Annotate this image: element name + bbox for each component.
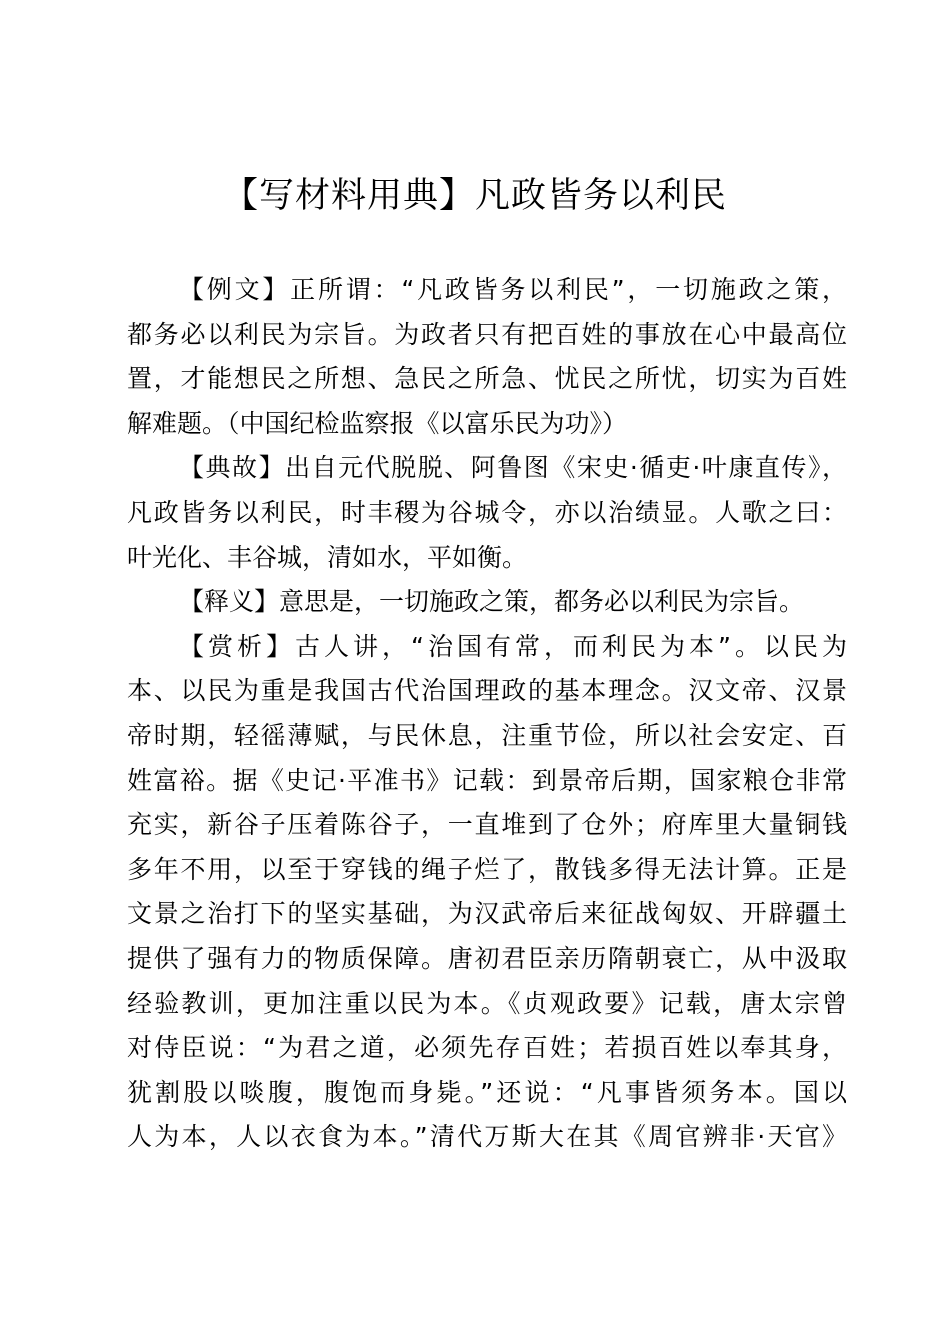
document-body xyxy=(127,268,847,1160)
paragraph-appreciation-line: 犹割股以啖腹，腹饱而身毙。”还说：“凡事皆须务本。国以 xyxy=(127,1077,847,1107)
paragraph-example-line: 都务必以利民为宗旨。为政者只有把百姓的事放在心中最高位 xyxy=(127,319,847,349)
paragraph-example-line: 解难题。（中国纪检监察报《以富乐民为功》） xyxy=(127,408,628,438)
paragraph-appreciation-line: 姓富裕。据《史记·平准书》记载：到景帝后期，国家粮仓非常 xyxy=(127,765,847,795)
paragraph-appreciation-line: 帝时期，轻徭薄赋，与民休息，注重节俭，所以社会安定、百 xyxy=(127,720,847,750)
paragraph-appreciation-line: 充实，新谷子压着陈谷子，一直堆到了仓外；府库里大量铜钱 xyxy=(127,810,847,840)
paragraph-appreciation-line: 对侍臣说：“为君之道，必须先存百姓；若损百姓以奉其身， xyxy=(127,1033,847,1063)
paragraph-meaning-line: 【释义】意思是，一切施政之策，都务必以利民为宗旨。 xyxy=(179,587,805,617)
paragraph-appreciation-line: 多年不用，以至于穿钱的绳子烂了，散钱多得无法计算。正是 xyxy=(127,854,847,884)
paragraph-example-line: 【例文】正所谓：“凡政皆务以利民”，一切施政之策， xyxy=(179,275,847,304)
page-title: 【写材料用典】凡政皆务以利民 xyxy=(222,176,727,216)
paragraph-appreciation-line: 本、以民为重是我国古代治国理政的基本理念。汉文帝、汉景 xyxy=(127,676,847,706)
paragraph-appreciation-line: 经验教训，更加注重以民为本。《贞观政要》记载，唐太宗曾 xyxy=(127,988,847,1018)
paragraph-origin-line: 叶光化、丰谷城，清如水，平如衡。 xyxy=(127,542,528,572)
paragraph-appreciation-line: 文景之治打下的坚实基础，为汉武帝后来征战匈奴、开辟疆土 xyxy=(127,899,847,929)
paragraph-example-line: 置，才能想民之所想、急民之所急、忧民之所忧，切实为百姓 xyxy=(127,364,847,394)
paragraph-appreciation-line: 提供了强有力的物质保障。唐初君臣亲历隋朝衰亡，从中汲取 xyxy=(127,943,847,973)
paragraph-appreciation-line: 【赏析】古人讲，“治国有常，而利民为本”。以民为 xyxy=(179,631,847,661)
paragraph-appreciation-line: 人为本，人以衣食为本。”清代万斯大在其《周官辨非·天官》 xyxy=(127,1122,847,1152)
paragraph-origin-line: 凡政皆务以利民，时丰稷为谷城令，亦以治绩显。人歌之曰： xyxy=(127,497,847,527)
paragraph-origin-line: 【典故】出自元代脱脱、阿鲁图《宋史·循吏·叶康直传》， xyxy=(179,453,847,483)
